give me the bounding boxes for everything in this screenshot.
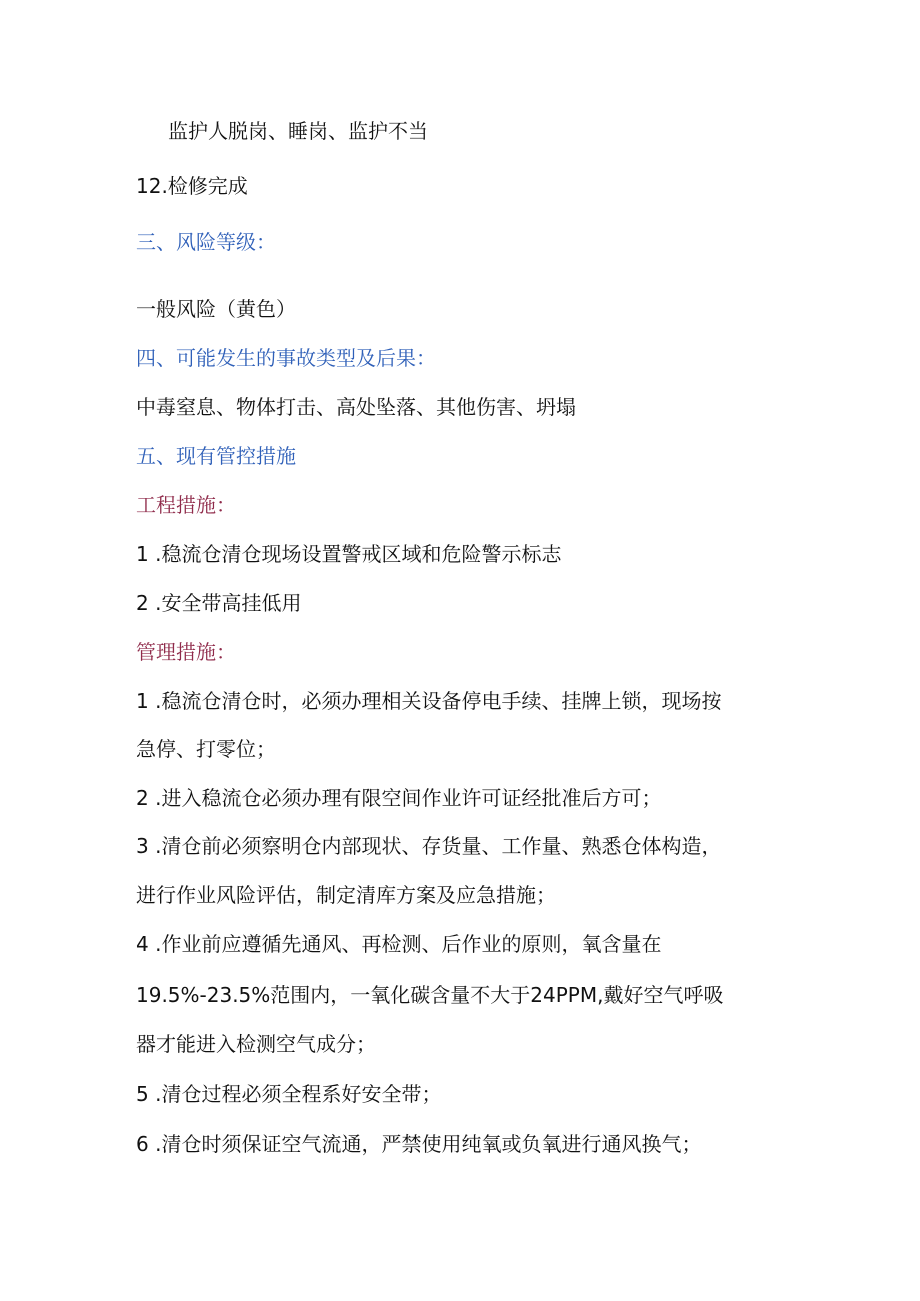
list-item-engineering-2: 2 .安全带高挂低用	[136, 591, 302, 615]
text-line-maintenance-complete: 12.检修完成	[136, 174, 248, 198]
list-item-management-3-continued: 进行作业风险评估，制定清库方案及应急措施；	[136, 883, 556, 907]
section-heading-current-controls: 五、现有管控措施	[136, 444, 296, 468]
section-heading-accident-types: 四、可能发生的事故类型及后果：	[136, 346, 436, 370]
subheading-engineering-measures: 工程措施：	[136, 493, 236, 517]
list-item-management-2: 2 .进入稳流仓必须办理有限空间作业许可证经批准后方可；	[136, 786, 662, 810]
text-line-supervisor-absence: 监护人脱岗、睡岗、监护不当	[168, 119, 428, 143]
list-item-management-4-continued-b: 器才能进入检测空气成分；	[136, 1032, 376, 1056]
list-item-engineering-1: 1 .稳流仓清仓现场设置警戒区域和危险警示标志	[136, 542, 562, 566]
list-item-management-5: 5 .清仓过程必须全程系好安全带；	[136, 1082, 442, 1106]
list-item-management-3: 3 .清仓前必须察明仓内部现状、存货量、工作量、熟悉仓体构造，	[136, 834, 722, 858]
section-heading-risk-level: 三、风险等级：	[136, 230, 276, 254]
list-item-management-1: 1 .稳流仓清仓时，必须办理相关设备停电手续、挂牌上锁，现场按	[136, 689, 722, 713]
list-item-management-6: 6 .清仓时须保证空气流通，严禁使用纯氧或负氧进行通风换气；	[136, 1132, 702, 1156]
text-line-accident-list: 中毒窒息、物体打击、高处坠落、其他伤害、坍塌	[136, 395, 576, 419]
subheading-management-measures: 管理措施：	[136, 640, 236, 664]
list-item-management-4: 4 .作业前应遵循先通风、再检测、后作业的原则，氧含量在	[136, 932, 662, 956]
text-line-general-risk: 一般风险（黄色）	[136, 297, 296, 321]
list-item-management-4-continued-a: 19.5%-23.5%范围内，一氧化碳含量不大于24PPM,戴好空气呼吸	[136, 983, 724, 1007]
list-item-management-1-continued: 急停、打零位；	[136, 737, 276, 761]
